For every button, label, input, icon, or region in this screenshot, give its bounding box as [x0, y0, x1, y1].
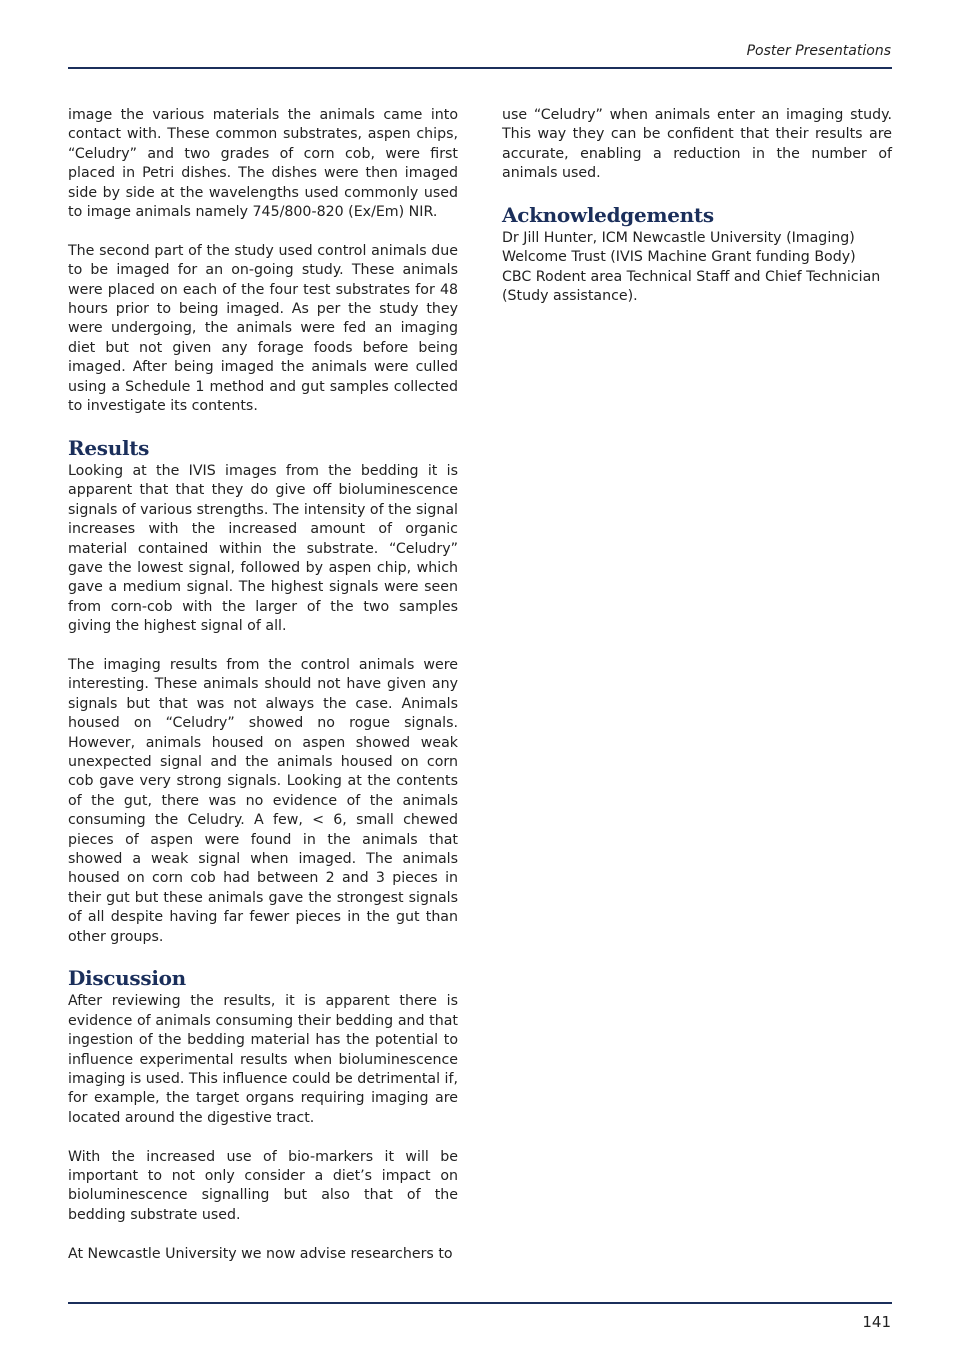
- body-paragraph: With the increased use of bio-markers it will be important to not only consider a diet’s impact on bioluminescence signalling but also that of the bedding substrate used.: [68, 1148, 458, 1223]
- left-column: [68, 106, 458, 1264]
- results-heading: Results: [68, 435, 150, 460]
- acknowledgement-line: CBC Rodent area Technical Staff and Chief Technician (Study assistance).: [502, 268, 881, 305]
- body-paragraph: use “Celudry” when animals enter an imaging study. This way they can be confident that their results are accurate, enabling a reduction in the number of animals used.: [502, 107, 892, 182]
- header-rule: [68, 67, 892, 69]
- acknowledgement-line: Welcome Trust (IVIS Machine Grant funding Body): [502, 249, 856, 266]
- acknowledgements-heading: Acknowledgements: [502, 203, 714, 228]
- page-number: 141: [862, 1313, 891, 1331]
- body-paragraph: At Newcastle University we now advise researchers to: [68, 1245, 453, 1262]
- right-column: [502, 106, 892, 307]
- acknowledgements-list: [502, 229, 892, 307]
- footer-rule: [68, 1302, 892, 1304]
- running-header: Poster Presentations: [746, 43, 891, 59]
- acknowledgement-line: Dr Jill Hunter, ICM Newcastle University (Imaging): [502, 230, 855, 247]
- body-paragraph: image the various materials the animals came into contact with. These common substrates, aspen chips, “Celudry” and two grades of corn cob, were first placed in Petri dishes. The dishes were then imaged side by side at the wavelengths used commonly used to image animals namely 745/800-820 (Ex/Em) NIR.: [68, 107, 458, 221]
- body-paragraph: The imaging results from the control animals were interesting. These animals should not have given any signals but that was not always the case. Animals housed on “Celudry” showed no rogue signals. However, animals housed on aspen showed weak unexpected signal and the animals housed on corn cob gave very strong signals. Looking at the contents of the gut, there was no evidence of the animals consuming the Celudry. A few, < 6, small chewed pieces of aspen were found in the animals that showed a weak signal when imaged. The animals housed on corn cob had between 2 and 3 pieces in their gut but these animals gave the strongest signals of all despite having far fewer pieces in the gut than other groups.: [68, 656, 458, 945]
- body-paragraph: After reviewing the results, it is apparent there is evidence of animals consuming their bedding and that ingestion of the bedding material has the potential to influence experimental results when bioluminescence imaging is used. This influence could be detrimental if, for example, the target organs requiring imaging are located around the digestive tract.: [68, 993, 458, 1126]
- discussion-heading: Discussion: [68, 966, 186, 991]
- body-paragraph: Looking at the IVIS images from the bedding it is apparent that that they do give off bioluminescence signals of various strengths. The intensity of the signal increases with the increased amount of organic material contained within the substrate. “Celudry” gave the lowest signal, followed by aspen chip, which gave a medium signal. The highest signals were seen from corn-cob with the larger of the two samples giving the highest signal of all.: [68, 462, 458, 635]
- body-paragraph: The second part of the study used control animals due to be imaged for an on-going study. These animals were placed on each of the four test substrates for 48 hours prior to being imaged. As per the study they were undergoing, the animals were fed an imaging diet but not given any forage foods before being imaged. After being imaged the animals were culled using a Schedule 1 method and gut samples collected to investigate its contents.: [68, 242, 458, 415]
